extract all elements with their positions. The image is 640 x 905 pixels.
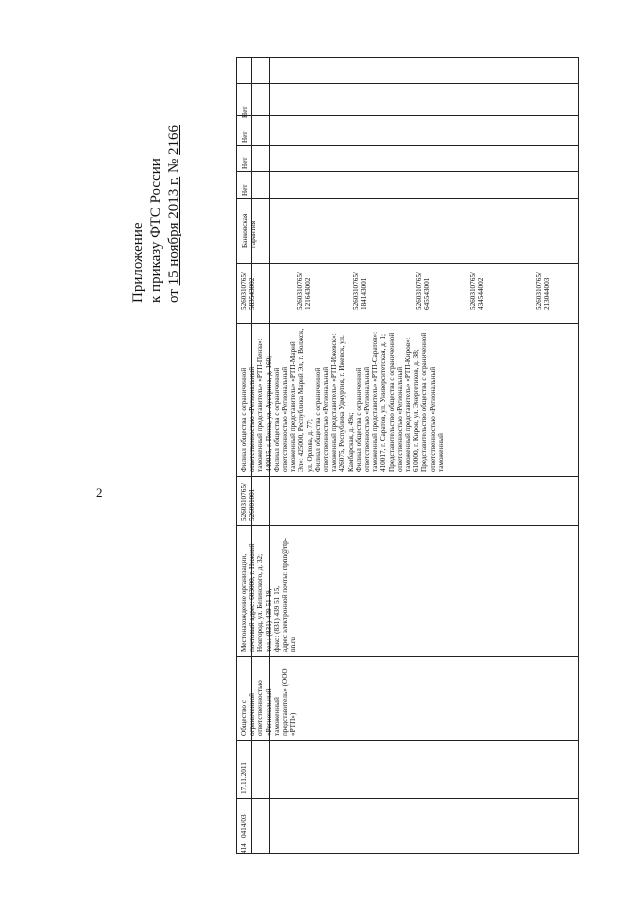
branch-code: 5260310765/ 645543001 <box>415 272 432 310</box>
header-line-2: к приказу ФТС России <box>148 158 164 303</box>
col-divider <box>237 740 578 741</box>
inn-kpp-cell: 5260310765/ 526001001 <box>240 483 257 521</box>
branch-code: 5260310765/ 434544002 <box>469 272 486 310</box>
org-name-cell: Общество с ограниченной ответственностью «Региональный таможенный представитель» (ООО «РТП») <box>240 668 298 736</box>
branch-code: 5260310765/ 121643002 <box>296 272 313 310</box>
address-cell: Местонахождение организации, почтовый адрес: 603000, г. Нижний Новгород, ул. Белинского, д. 32; тел.: (831) 439 51 19, факс: (831) 439 51 15, адрес электронной почты: rtpnn@rtp-nn.ru <box>240 537 298 652</box>
col-divider <box>237 525 578 526</box>
branches-cell: Филиал общества с ограниченной ответственностью «Региональный таможенный представитель» «РТП-Пенза»: 440015, г. Пенза, ул. Аустрина, д. 160; Филиал общества с ограниченной ответственностью «Региональный таможенный представитель» «РТП-Марий Эл»: 425000, Республика Марий Эл, г. Волжск, ул. Орлова, д. 77; Филиал общества с ограниченной ответственностью «Региональный таможенный представитель» «РТП-Ижевск»: 426075, Республика Удмуртия, г. Ижевск, ул. Камбарская, д. 49к; Филиал общества с ограниченной ответственностью «Региональный таможенный представитель» «РТП-Саратов»: 410017, г. Саратов, ул. Университетская, д. 1; Представительство общества с ограниченной ответственностью «Региональный таможенный представитель» «РТП-Киров»: 610000, г. Киров, ул. Энергетиков, д. 38; Представительство общества с ограниченной ответственностью «Региональный таможенный <box>240 328 445 472</box>
branch-code: 5260310765/ 184143001 <box>352 272 369 310</box>
flag-cell: Нет <box>241 157 249 169</box>
flag-cell: Нет <box>241 184 249 196</box>
col-divider <box>237 476 578 477</box>
guarantee-cell: Банковская гарантия <box>241 213 258 248</box>
header-date: 15 ноября 2013 г. <box>166 176 182 286</box>
header-number: 2166 <box>166 124 182 155</box>
col-divider <box>237 263 578 264</box>
col-divider <box>237 323 578 324</box>
date-cell: 17.11.2011 <box>240 762 248 794</box>
col-divider <box>237 115 578 116</box>
col-divider <box>237 798 578 799</box>
header-number-sign: № <box>166 158 182 173</box>
header-line-3 <box>166 125 182 303</box>
branch-code: 5260310765/ 583543002 <box>240 272 257 310</box>
flag-cell: Нет <box>241 106 249 118</box>
col-divider <box>237 83 578 84</box>
reg-number-cell: 0414/03 <box>240 814 248 838</box>
header-line-1: Приложение <box>130 222 146 303</box>
branch-code: 5260310765/ 213044003 <box>535 272 552 310</box>
index-cell: 414 <box>240 843 248 854</box>
flag-cell: Нет <box>241 131 249 143</box>
registry-table <box>236 57 579 854</box>
header-prefix: от <box>166 289 182 303</box>
page-number: 2 <box>96 485 103 500</box>
